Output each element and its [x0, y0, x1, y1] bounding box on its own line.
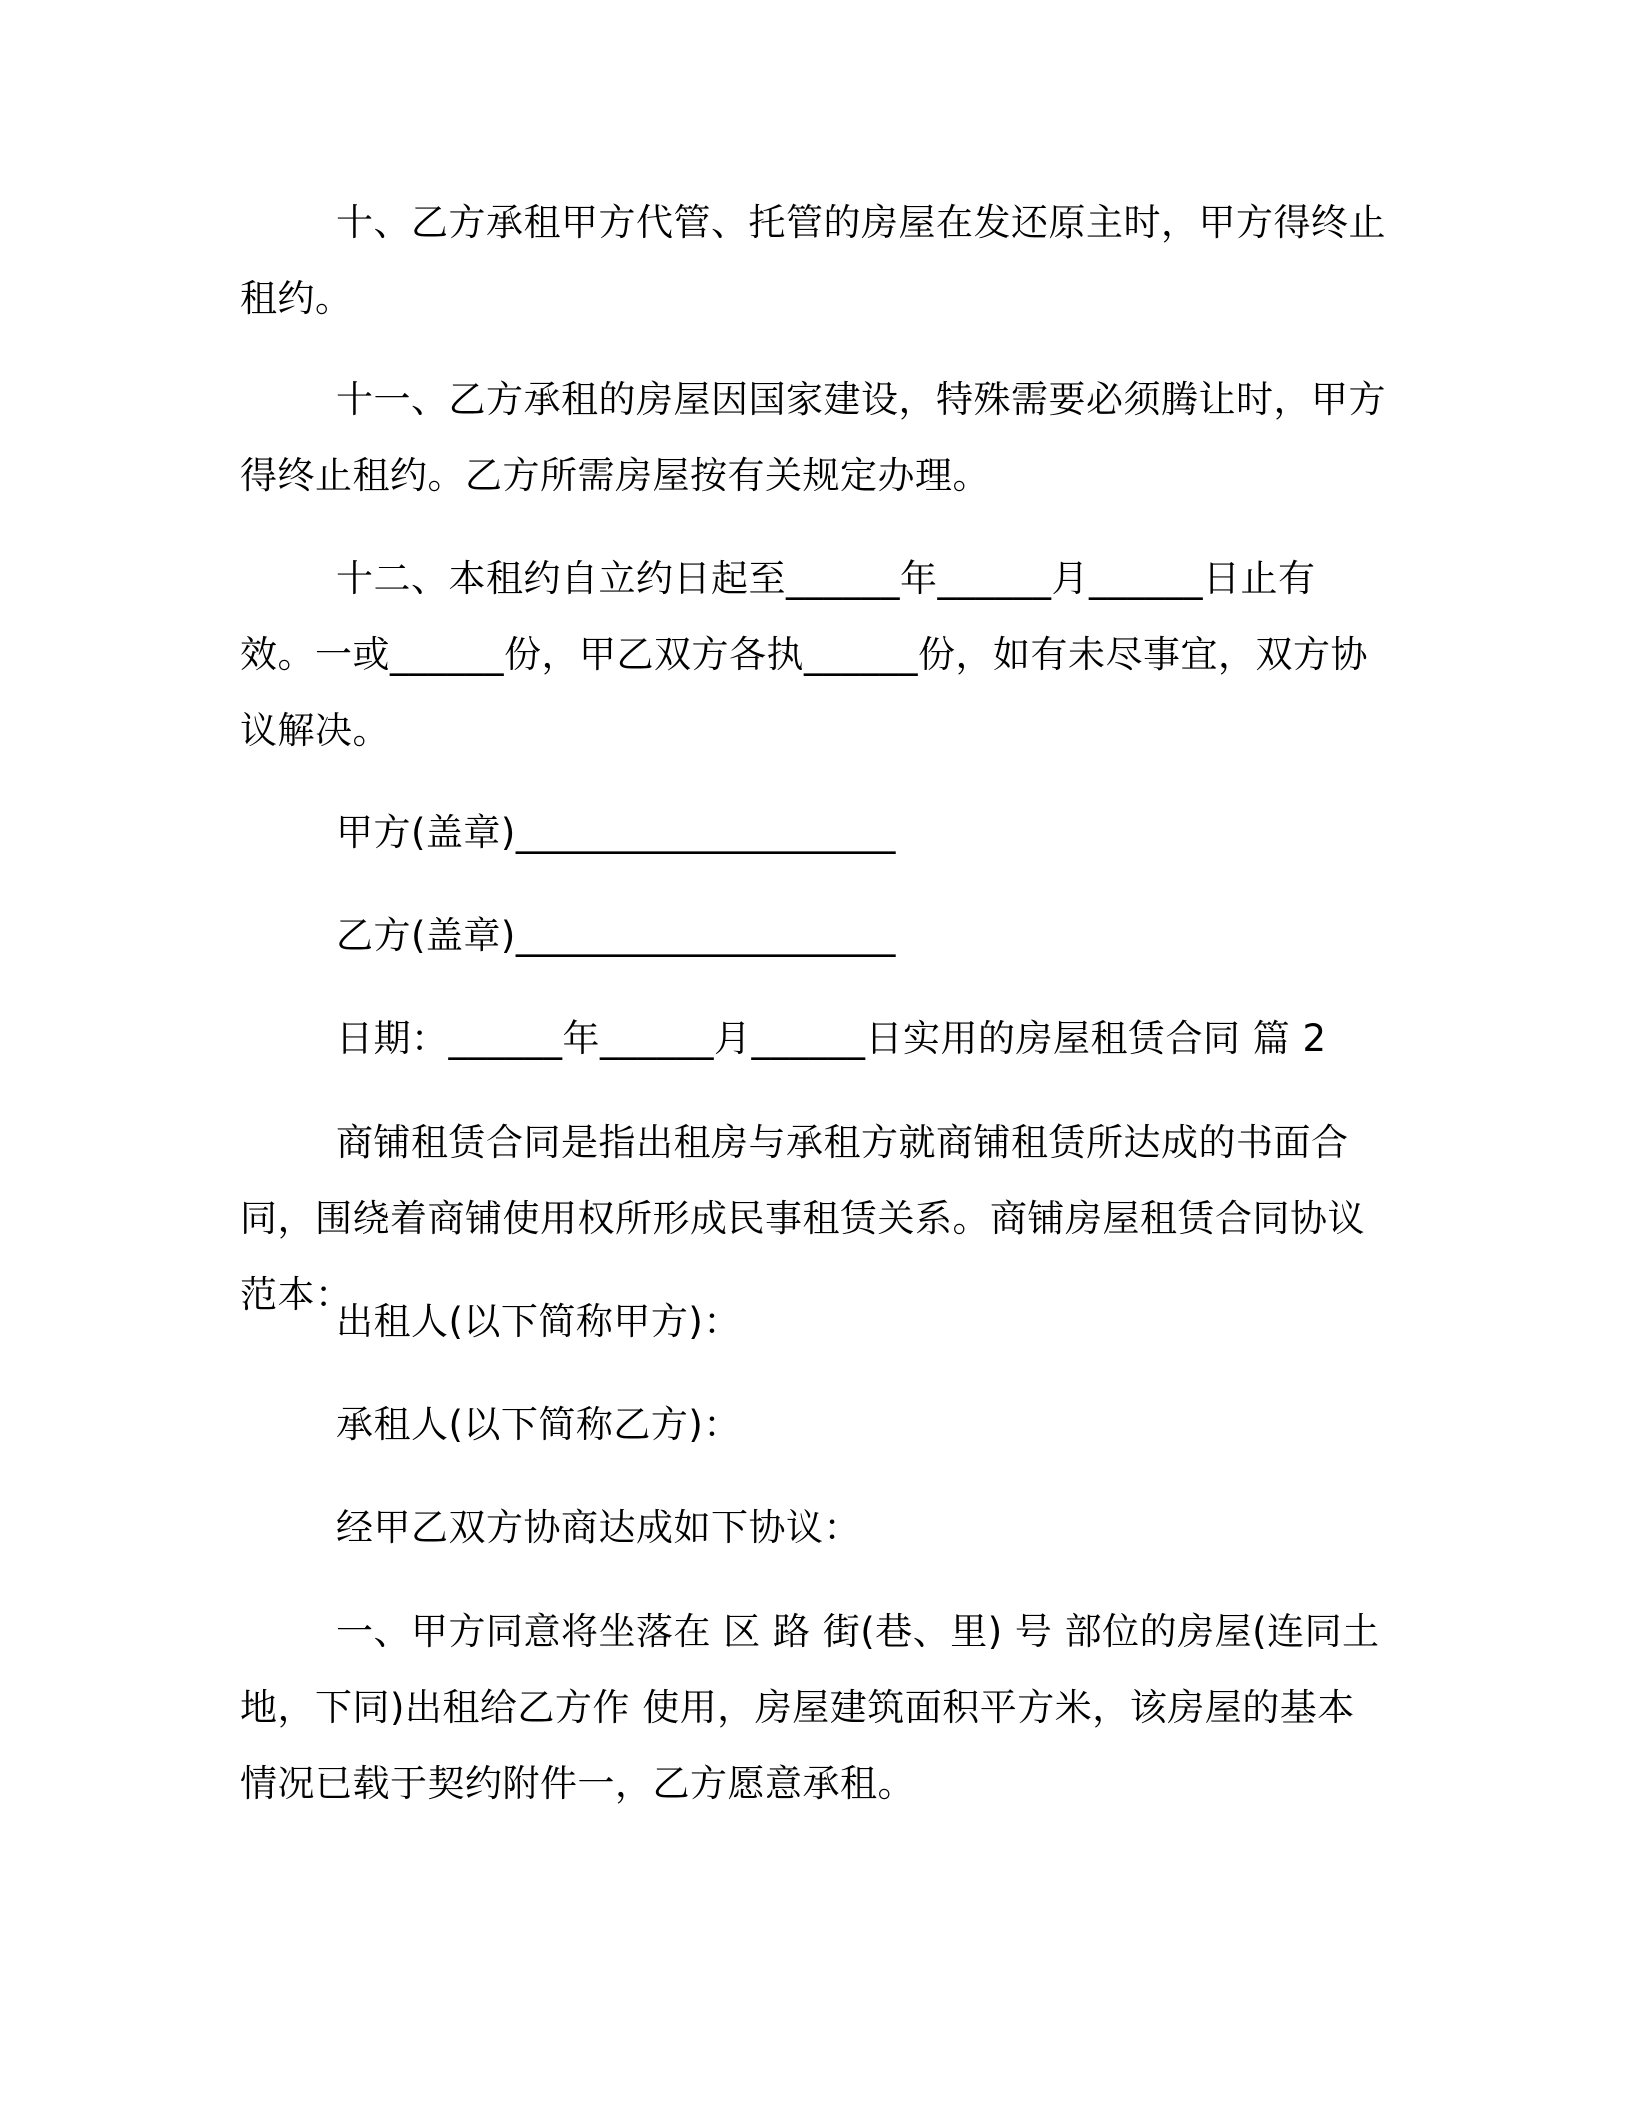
date-line: 日期：______年______月______日实用的房屋租赁合同 篇 2 [336, 1017, 1327, 1060]
intro-paragraph: 商铺租赁合同是指出租房与承租方就商铺租赁所达成的书面合同，围绕着商铺使用权所形成民事租赁关系。商铺房屋租赁合同协议范本： [240, 1121, 1365, 1316]
lessor-line: 出租人(以下简称甲方)： [336, 1300, 741, 1343]
clause-11: 十一、乙方承租的房屋因国家建设，特殊需要必须腾让时，甲方得终止租约。乙方所需房屋按有关规定办理。 [240, 378, 1386, 497]
party-b-seal-line: 乙方(盖章)____________________ [336, 914, 896, 957]
lessee-line: 承租人(以下简称乙方)： [336, 1403, 741, 1446]
clause-10: 十、乙方承租甲方代管、托管的房屋在发还原主时，甲方得终止租约。 [240, 201, 1386, 320]
clause-12: 十二、本租约自立约日起至______年______月______日止有效。一或______份，甲乙双方各执______份，如有未尽事宜，双方协议解决。 [240, 557, 1368, 752]
party-a-seal-line: 甲方(盖章)____________________ [336, 811, 896, 854]
agreement-line: 经甲乙双方协商达成如下协议： [336, 1506, 861, 1549]
clause-1: 一、甲方同意将坐落在 区 路 街(巷、里) 号 部位的房屋(连同土地，下同)出租给乙方作 使用，房屋建筑面积平方米，该房屋的基本情况已载于契约附件一，乙方愿意承租。 [240, 1610, 1380, 1805]
